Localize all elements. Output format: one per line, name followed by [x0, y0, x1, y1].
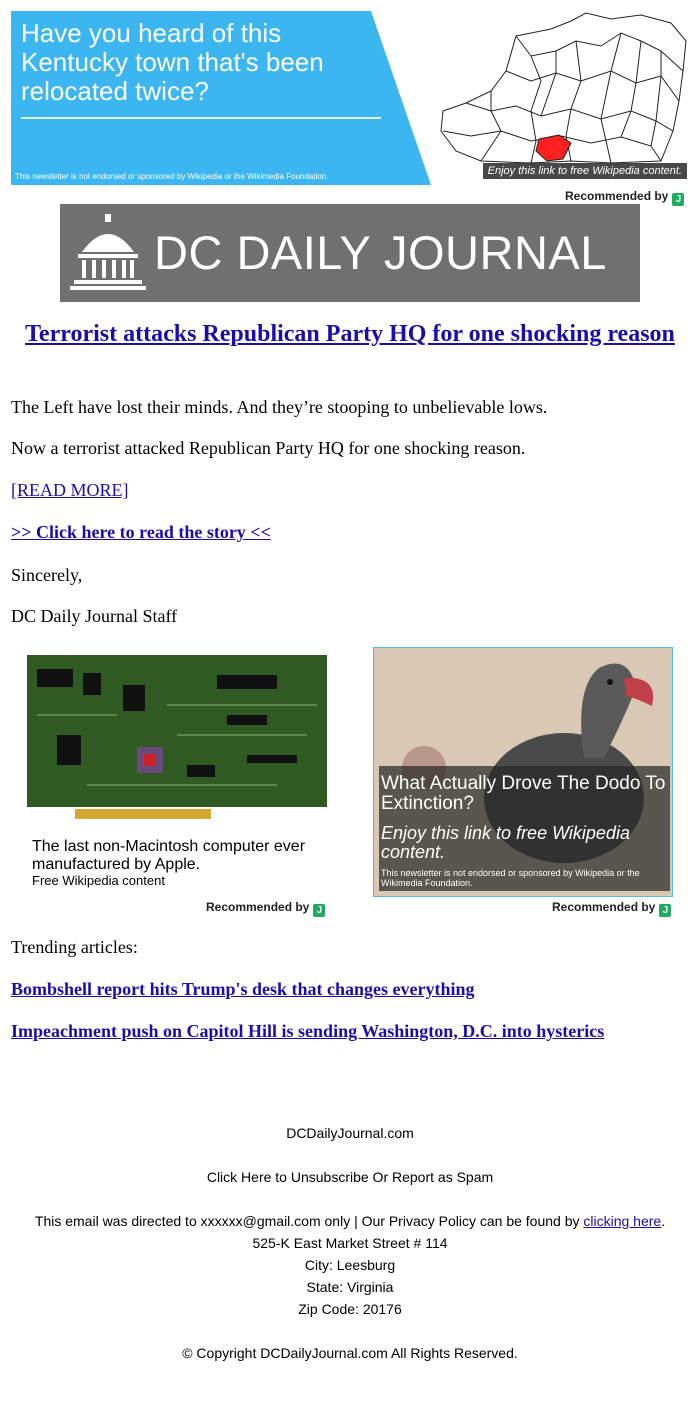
masthead-title: DC DAILY JOURNAL	[154, 226, 607, 279]
recommender-logo-icon: J	[672, 193, 684, 206]
unsubscribe-link[interactable]: Click Here to Unsubscribe Or Report as Spam	[206, 1169, 494, 1185]
privacy-suffix: .	[661, 1213, 666, 1229]
trending-link-2[interactable]: Impeachment push on Capitol Hill is sending Washington, D.C. into hysterics	[11, 1021, 605, 1041]
footer-city: City: Leesburg	[304, 1257, 396, 1273]
article-paragraph-2: Now a terrorist attacked Republican Party HQ for one shocking reason.	[11, 438, 526, 458]
footer-address: 525-K East Market Street # 114	[252, 1235, 448, 1251]
recommender-logo-icon: J	[659, 904, 671, 917]
privacy-text: This email was directed to xxxxxx@gmail.com only | Our Privacy Policy can be found by	[34, 1213, 580, 1229]
trending-link-1[interactable]: Bombshell report hits Trump's desk that changes everything	[11, 979, 475, 999]
footer-site[interactable]: DCDailyJournal.com	[286, 1125, 414, 1141]
dodo-title[interactable]: What Actually Drove The Dodo To Extinction?	[381, 773, 666, 814]
ad-divider	[21, 117, 381, 119]
click-here-story-link[interactable]: >> Click here to read the story <<	[11, 522, 271, 542]
recommended-by-right[interactable]	[552, 900, 671, 917]
ad-disclaimer: This newsletter is not endorsed or sponsored by Wikipedia or the Wikimedia Foundation.	[15, 172, 329, 181]
read-more-link[interactable]: [READ MORE]	[11, 480, 129, 500]
dodo-disclaimer: This newsletter is not endorsed or sponsored by Wikipedia or the Wikimedia Foundation.	[381, 868, 640, 888]
dodo-ad-card[interactable]	[373, 647, 673, 897]
signature: DC Daily Journal Staff	[11, 606, 178, 626]
kentucky-town-ad[interactable]	[11, 11, 689, 185]
recommended-label: Recommended by	[565, 189, 669, 203]
footer-zip: Zip Code: 20176	[298, 1301, 402, 1317]
ad-enjoy-label[interactable]: Enjoy this link to free Wikipedia content.	[483, 163, 687, 179]
dodo-enjoy: Enjoy this link to free Wikipedia content.	[381, 823, 630, 862]
rec-left-sub: Free Wikipedia content	[32, 873, 165, 888]
footer-copyright: © Copyright DCDailyJournal.com All Rights Reserved.	[182, 1345, 518, 1361]
capitol-dome-icon	[68, 212, 148, 294]
circuit-board-image[interactable]	[27, 655, 327, 823]
rec-left-caption[interactable]: The last non-Macintosh computer ever manufactured by Apple.	[32, 838, 306, 873]
recommended-by-left[interactable]	[206, 900, 325, 917]
privacy-link[interactable]: clicking here	[583, 1213, 662, 1229]
trending-heading: Trending articles:	[11, 937, 138, 957]
recommender-logo-icon: J	[313, 904, 325, 917]
sign-off: Sincerely,	[11, 565, 83, 585]
article-title-link[interactable]: Terrorist attacks Republican Party HQ for one shocking reason	[25, 321, 675, 347]
recommended-label: Recommended by	[206, 900, 310, 914]
privacy-line	[0, 1212, 700, 1230]
footer-state: State: Virginia	[306, 1279, 394, 1295]
ad-headline[interactable]: Have you heard of this Kentucky town that's been relocated twice?	[21, 18, 324, 106]
article-paragraph-1: The Left have lost their minds. And they’re stooping to unbelievable lows.	[11, 397, 548, 417]
recommended-label: Recommended by	[552, 900, 656, 914]
masthead-banner[interactable]	[60, 204, 640, 302]
